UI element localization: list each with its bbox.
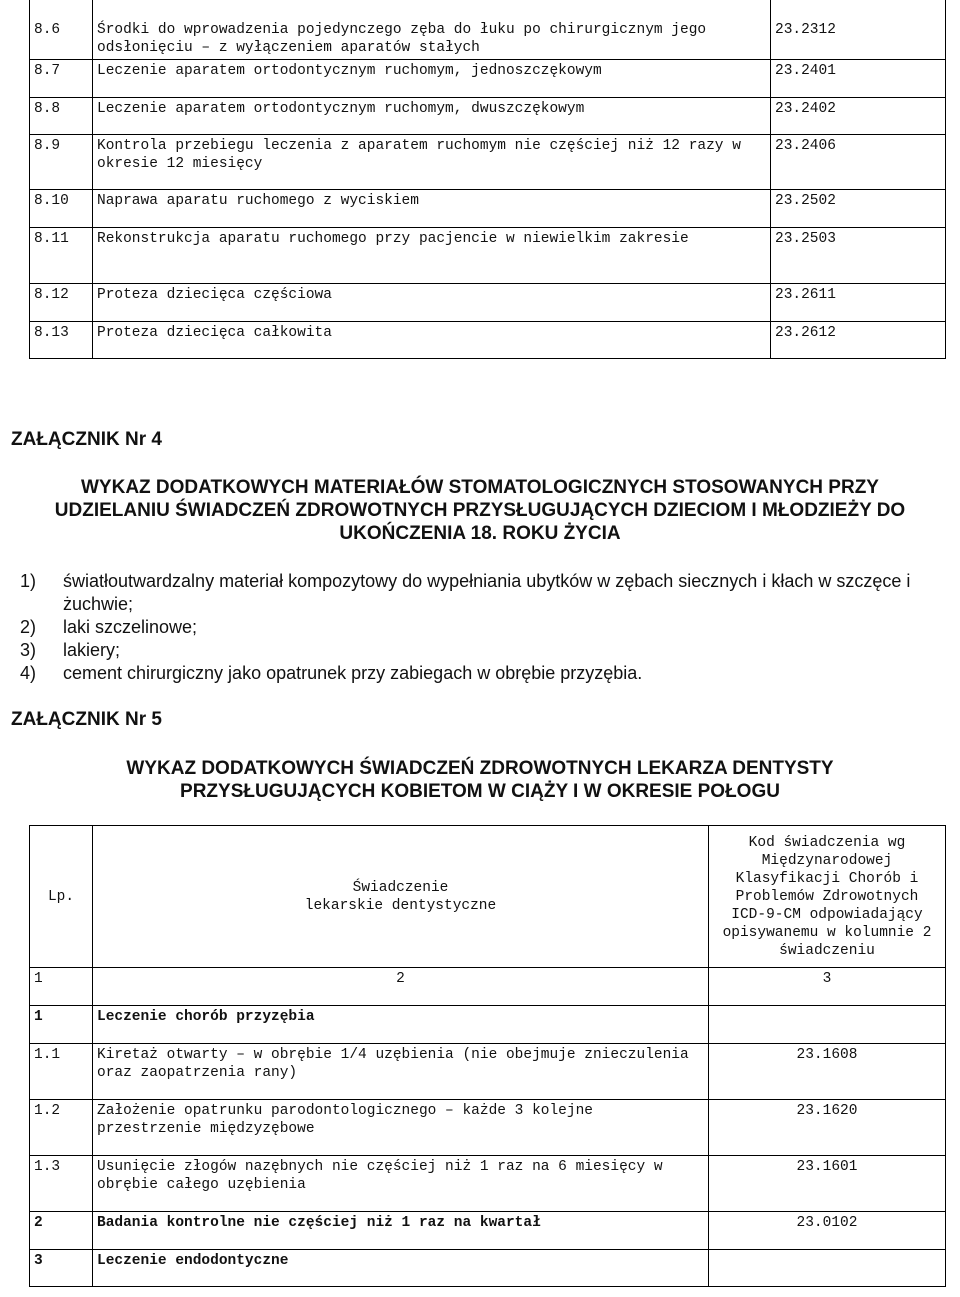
row-description: Usunięcie złogów nazębnych nie częściej niż 1 raz na 6 miesięcy w obrębie całego uzębienia (93, 1156, 709, 1212)
header-service (93, 826, 709, 968)
header-lp: Lp. (30, 826, 93, 968)
row-description: Środki do wprowadzenia pojedynczego zęba do łuku po chirurgicznym jego odsłonięciu – z wyłączeniem aparatów stałych (93, 0, 771, 60)
table-row (30, 1006, 946, 1044)
table-row (30, 1100, 946, 1156)
list-item (20, 570, 960, 616)
annex5-heading: ZAŁĄCZNIK Nr 5 (11, 709, 162, 730)
row-description: Założenie opatrunku parodontologicznego – każde 3 kolejne przestrzenie międzyzębowe (93, 1100, 709, 1156)
annex5-title (0, 757, 960, 803)
annex4-title-line3: UKOŃCZENIA 18. ROKU ŻYCIA (339, 523, 621, 544)
column-number-2: 2 (93, 968, 709, 1006)
row-description: Proteza dziecięca częściowa (93, 284, 771, 322)
row-description: Proteza dziecięca całkowita (93, 322, 771, 359)
row-number: 8.10 (30, 190, 93, 228)
row-number: 8.6 (30, 0, 93, 60)
table-header-row (30, 826, 946, 968)
row-description: Badania kontrolne nie częściej niż 1 raz na kwartał (93, 1212, 709, 1250)
list-item (20, 639, 960, 662)
row-code: 23.2503 (771, 228, 946, 284)
list-item-number: 3) (20, 640, 37, 660)
list-item-text: laki szczelinowe; (63, 617, 198, 637)
header-code: Kod świadczenia wg Międzynarodowej Klasyfikacji Chorób i Problemów Zdrowotnych ICD-9-CM odpowiadający opisywanemu w kolumnie 2 świadczeniu (709, 826, 946, 968)
list-item-number: 1) (20, 571, 37, 591)
annex4-heading: ZAŁĄCZNIK Nr 4 (11, 429, 162, 450)
list-item-text: światłoutwardzalny materiał kompozytowy do wypełniania ubytków w zębach siecznych i kłach w szczęce i żuchwie; (63, 571, 911, 614)
annex4-title (0, 476, 960, 545)
services-table (29, 825, 946, 1287)
list-item (20, 662, 960, 685)
row-number: 8.11 (30, 228, 93, 284)
row-number: 8.12 (30, 284, 93, 322)
row-description: Leczenie chorób przyzębia (93, 1006, 709, 1044)
row-number: 3 (30, 1250, 93, 1287)
row-number: 1.2 (30, 1100, 93, 1156)
row-number: 8.13 (30, 322, 93, 359)
row-code: 23.1620 (709, 1100, 946, 1156)
table-row (30, 190, 946, 228)
header-service-line2: lekarskie dentystyczne (304, 897, 497, 914)
row-description: Naprawa aparatu ruchomego z wyciskiem (93, 190, 771, 228)
list-item-number: 2) (20, 617, 37, 637)
row-code: 23.2611 (771, 284, 946, 322)
table-row (30, 60, 946, 98)
row-code: 23.2502 (771, 190, 946, 228)
row-number: 8.9 (30, 135, 93, 190)
row-code: 23.2401 (771, 60, 946, 98)
annex4-title-line2: UDZIELANIU ŚWIADCZEŃ ZDROWOTNYCH PRZYSŁUGUJĄCYCH DZIECIOM I MŁODZIEŻY DO (54, 500, 906, 521)
table-row (30, 228, 946, 284)
row-code: 23.1608 (709, 1044, 946, 1100)
annex4-title-line1: WYKAZ DODATKOWYCH MATERIAŁÓW STOMATOLOGICZNYCH STOSOWANYCH PRZY (81, 477, 879, 498)
row-description: Leczenie aparatem ortodontycznym ruchomym, dwuszczękowym (93, 98, 771, 135)
header-service-line1: Świadczenie (352, 879, 449, 896)
list-item-text: lakiery; (63, 640, 121, 660)
row-code: 23.1601 (709, 1156, 946, 1212)
row-code (709, 1006, 946, 1044)
row-number: 1 (30, 1006, 93, 1044)
row-code: 23.0102 (709, 1212, 946, 1250)
row-description: Kontrola przebiegu leczenia z aparatem ruchomym nie częściej niż 12 razy w okresie 12 miesięcy (93, 135, 771, 190)
annex5-title-line1: WYKAZ DODATKOWYCH ŚWIADCZEŃ ZDROWOTNYCH LEKARZA DENTYSTY (126, 758, 834, 779)
row-code: 23.2612 (771, 322, 946, 359)
row-description: Rekonstrukcja aparatu ruchomego przy pacjencie w niewielkim zakresie (93, 228, 771, 284)
column-number-1: 1 (30, 968, 93, 1006)
table-row (30, 0, 946, 60)
list-item (20, 616, 960, 639)
list-item-number: 4) (20, 663, 37, 683)
row-number: 8.7 (30, 60, 93, 98)
row-description: Leczenie endodontyczne (93, 1250, 709, 1287)
row-description: Leczenie aparatem ortodontycznym ruchomym, jednoszczękowym (93, 60, 771, 98)
table-row (30, 1212, 946, 1250)
row-code (709, 1250, 946, 1287)
table-row (30, 135, 946, 190)
row-number: 1.1 (30, 1044, 93, 1100)
row-number: 2 (30, 1212, 93, 1250)
annex5-title-line2: PRZYSŁUGUJĄCYCH KOBIETOM W CIĄŻY I W OKRESIE POŁOGU (180, 781, 780, 802)
table-row (30, 1044, 946, 1100)
row-number: 8.8 (30, 98, 93, 135)
row-description: Kiretaż otwarty – w obrębie 1/4 uzębienia (nie obejmuje znieczulenia oraz zaopatrzenia rany) (93, 1044, 709, 1100)
list-item-text: cement chirurgiczny jako opatrunek przy zabiegach w obrębie przyzębia. (63, 663, 643, 683)
column-number-row (30, 968, 946, 1006)
table-row (30, 1250, 946, 1287)
row-code: 23.2312 (771, 0, 946, 60)
table-row (30, 1156, 946, 1212)
table-row (30, 98, 946, 135)
row-code: 23.2402 (771, 98, 946, 135)
table-row (30, 322, 946, 359)
table-row (30, 284, 946, 322)
row-number: 1.3 (30, 1156, 93, 1212)
column-number-3: 3 (709, 968, 946, 1006)
row-code: 23.2406 (771, 135, 946, 190)
materials-list (20, 570, 960, 685)
procedures-table-top (29, 0, 946, 359)
